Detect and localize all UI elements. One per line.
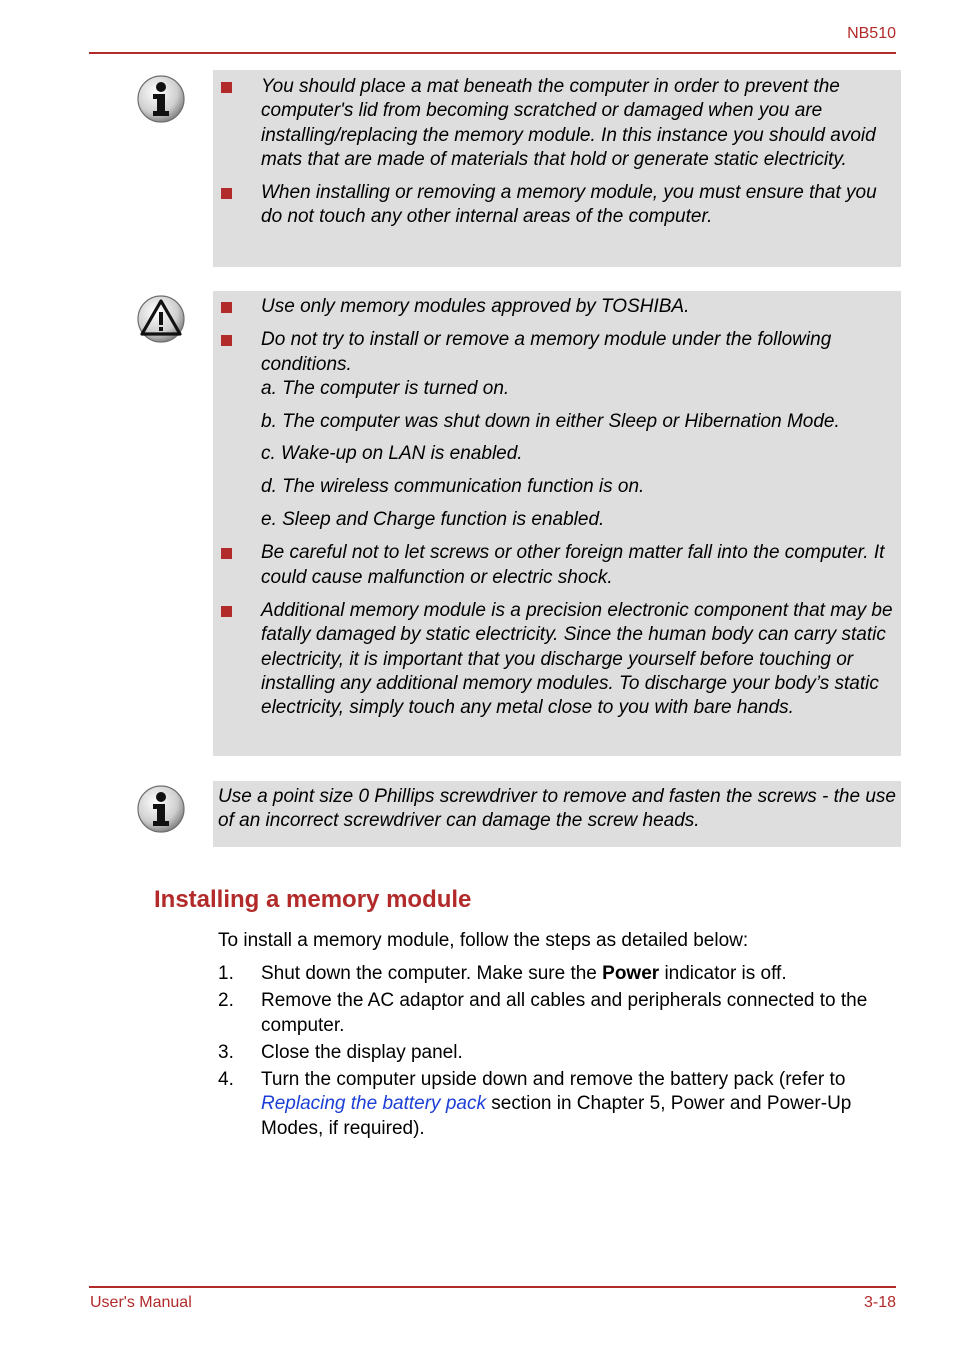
bullet-icon: [221, 548, 232, 559]
info-icon: [137, 75, 185, 123]
steps-list: [218, 962, 901, 1144]
power-label: Power: [602, 963, 660, 984]
list-item: Do not try to install or remove a memory module under the following conditions. a. The computer is turned on. b. The computer was shut down in either Sleep or Hibernation Mode. c. Wake-up on LAN is enabled. d. The wireless communication function is on. e. Sleep and Charge function is enabled.: [218, 328, 897, 532]
note-box: [213, 781, 901, 847]
list-item: Additional memory module is a precision electronic component that may be fatally damaged by static electricity. Since the human body can carry static electricity, it is important that you discharge yourself before touching or installing any additional memory modules. To discharge your body’s static electricity, simply touch any metal close to you with bare hands.: [218, 599, 897, 720]
condition-item: c. Wake-up on LAN is enabled.: [261, 443, 523, 465]
step-item: 2. Remove the AC adaptor and all cables and peripherals connected to the computer.: [218, 990, 868, 1036]
info-icon: [137, 785, 185, 833]
note-text: Use a point size 0 Phillips screwdriver to remove and fasten the screws - the use of an incorrect screwdriver can damage the screw heads.: [218, 786, 896, 832]
page-number: 3-18: [863, 1294, 896, 1311]
condition-item: b. The computer was shut down in either Sleep or Hibernation Mode.: [261, 410, 840, 432]
caution-box: [213, 291, 901, 756]
footer-manual-title: User's Manual: [90, 1294, 192, 1311]
step-item: 3. Close the display panel.: [218, 1041, 463, 1063]
list-item: Be careful not to let screws or other foreign matter fall into the computer. It could cause malfunction or electric shock.: [218, 541, 897, 590]
section-title: Installing a memory module: [154, 886, 472, 913]
bullet-icon: [221, 335, 232, 346]
list-item: You should place a mat beneath the computer in order to prevent the computer's lid from becoming scratched or damaged when you are installing/replacing the memory module. In this instance you should avoid mats that are made of materials that hold or generate static electricity.: [218, 75, 897, 172]
warning-icon: [137, 295, 185, 343]
step-item: 4. Turn the computer upside down and remove the battery pack (refer to Replacing the battery pack section in Chapter 5, Power and Power-Up Modes, if required).: [218, 1068, 852, 1139]
list-item: Use only memory modules approved by TOSHIBA.: [218, 295, 897, 319]
bullet-icon: [221, 606, 232, 617]
condition-item: e. Sleep and Charge function is enabled.: [261, 509, 605, 531]
footer-rule: [89, 1286, 896, 1288]
list-item: When installing or removing a memory module, you must ensure that you do not touch any other internal areas of the computer.: [218, 181, 897, 230]
condition-item: a. The computer is turned on.: [261, 377, 510, 399]
bullet-icon: [221, 188, 232, 199]
step-item: 1. Shut down the computer. Make sure the Power indicator is off.: [218, 963, 787, 984]
bullet-icon: [221, 302, 232, 313]
header-rule: [89, 52, 896, 54]
bullet-icon: [221, 82, 232, 93]
section-intro: To install a memory module, follow the steps as detailed below:: [218, 930, 749, 951]
header-model: NB510: [847, 25, 896, 42]
condition-item: d. The wireless communication function is on.: [261, 476, 645, 498]
battery-pack-link[interactable]: Replacing the battery pack: [261, 1093, 486, 1114]
note-box: [213, 70, 901, 267]
